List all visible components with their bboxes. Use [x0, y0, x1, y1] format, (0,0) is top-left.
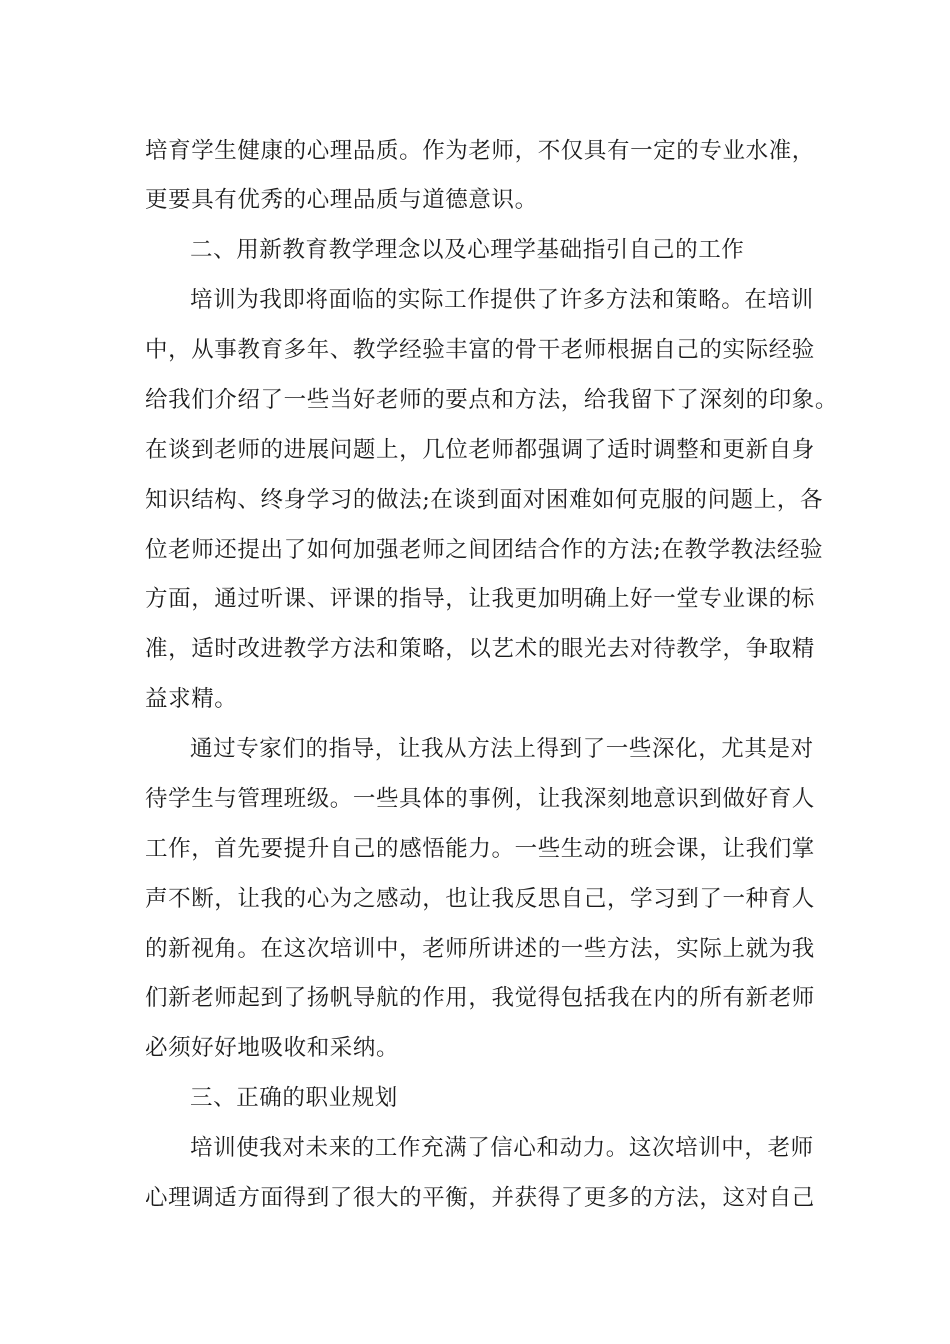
paragraph-line: 益求精。 [145, 686, 238, 712]
paragraph-line: 的新视角。在这次培训中，老师所讲述的一些方法，实际上就为我 [145, 936, 815, 962]
paragraph-line: 培育学生健康的心理品质。作为老师，不仅具有一定的专业水准， [145, 138, 815, 164]
paragraph-line: 知识结构、终身学习的做法;在谈到面对困难如何克服的问题上，各 [145, 487, 824, 513]
paragraph-line: 更要具有优秀的心理品质与道德意识。 [145, 187, 538, 213]
paragraph-line: 待学生与管理班级。一些具体的事例，让我深刻地意识到做好育人 [145, 786, 815, 812]
paragraph-line: 培训使我对未来的工作充满了信心和动力。这次培训中，老师 [190, 1135, 814, 1161]
section-heading: 三、正确的职业规划 [190, 1085, 398, 1111]
paragraph-line: 心理调适方面得到了很大的平衡，并获得了更多的方法，这对自己 [145, 1185, 815, 1211]
paragraph-line: 工作，首先要提升自己的感悟能力。一些生动的班会课，让我们掌 [145, 836, 815, 862]
paragraph-line: 位老师还提出了如何加强老师之间团结合作的方法;在教学教法经验 [145, 537, 824, 563]
paragraph-line: 准，适时改进教学方法和策略，以艺术的眼光去对待教学，争取精 [145, 636, 815, 662]
paragraph-line: 在谈到老师的进展问题上，几位老师都强调了适时调整和更新自身 [145, 437, 815, 463]
paragraph-line: 培训为我即将面临的实际工作提供了许多方法和策略。在培训 [190, 287, 814, 313]
paragraph-line: 通过专家们的指导，让我从方法上得到了一些深化，尤其是对 [190, 736, 814, 762]
section-heading: 二、用新教育教学理念以及心理学基础指引自己的工作 [190, 237, 745, 263]
paragraph-line: 们新老师起到了扬帆导航的作用，我觉得包括我在内的所有新老师 [145, 985, 815, 1011]
paragraph-line: 方面，通过听课、评课的指导，让我更加明确上好一堂专业课的标 [145, 586, 815, 612]
paragraph-line: 给我们介绍了一些当好老师的要点和方法，给我留下了深刻的印象。 [145, 387, 839, 413]
paragraph-line: 必须好好地吸收和采纳。 [145, 1035, 400, 1061]
paragraph-line: 中，从事教育多年、教学经验丰富的骨干老师根据自己的实际经验 [145, 337, 815, 363]
paragraph-line: 声不断，让我的心为之感动，也让我反思自己，学习到了一种育人 [145, 886, 815, 912]
